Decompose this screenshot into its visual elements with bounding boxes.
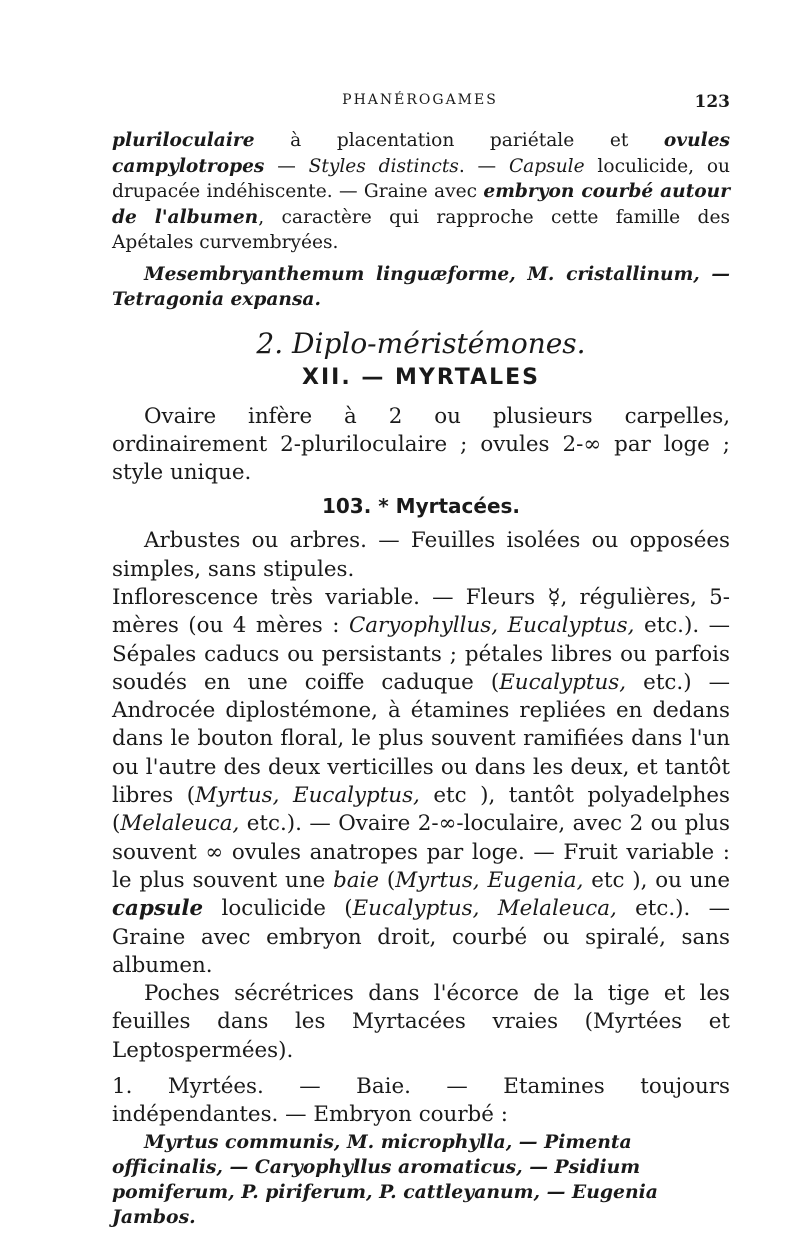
- text-span: Caryophyllus, Eucalyptus,: [348, 613, 635, 639]
- text-span: etc.). — Sépales caducs ou persistants ; pétales libres ou parfois soudés en une coiffe caduque (: [112, 613, 731, 695]
- text-span: (: [379, 867, 396, 893]
- text-span: etc.). — Graine avec embryon droit, courbé ou spiralé, sans albumen.: [112, 896, 731, 978]
- species-list-mesembryanthemum: Mesembryanthemum linguæforme, M. cristallinum, — Tetragonia expansa.: [112, 263, 730, 310]
- text-span: etc.). — Ovaire 2-∞-loculaire, avec 2 ou plus souvent ∞ ovules anatropes par loge. — Fruit variable : le plus souvent une: [112, 811, 730, 893]
- text-span: etc ), tantôt polyadelphes (: [112, 783, 730, 837]
- text-span: Styles distincts: [308, 155, 459, 177]
- running-title: PHANÉROGAMES: [342, 92, 498, 108]
- text-span: Capsule: [508, 155, 585, 177]
- page-number: 123: [694, 92, 730, 112]
- text-span: etc ), ou une: [583, 867, 730, 893]
- family-title: 103. * Myrtacées.: [321, 494, 521, 519]
- text-span: à placentation pariétale et: [254, 130, 664, 151]
- paragraph-myrtees: 1. Myrtées. — Baie. — Etamines toujours indépendantes. — Embryon courbé :: [112, 1074, 730, 1128]
- text-span: embryon courbé autour de l'albumen: [112, 181, 730, 228]
- text-span: . —: [458, 155, 509, 177]
- body-text: [112, 128, 730, 1230]
- text-span: , caractère qui rapproche cette famille des Apétales curvembryées.: [112, 206, 730, 253]
- text-span: capsule: [112, 896, 204, 922]
- paragraph-family-description-end: [112, 128, 730, 256]
- text-span: pluriloculaire: [112, 130, 255, 151]
- paragraph-habit: Arbustes ou arbres. — Feuilles isolées ou opposées simples, sans stipules.: [112, 528, 730, 582]
- text-span: —: [264, 155, 309, 177]
- text-span: etc.) — Androcée diplostémone, à étamines repliées en dedans dans le bouton floral, le plus souvent ramifiées dans l'un ou l'autre des deux verticilles ou dans les deux, et tantôt libres (: [112, 669, 730, 809]
- running-header: [110, 92, 730, 116]
- text-span: Eucalyptus,: [499, 669, 627, 695]
- paragraph-flowers: [112, 584, 730, 980]
- paragraph-secretory-pockets: Poches sécrétrices dans l'écorce de la tige et les feuilles dans les Myrtacées vraies (Myrtées et Leptospermées).: [112, 981, 730, 1063]
- text-span: Eucalyptus, Melaleuca,: [352, 896, 617, 922]
- paragraph-order-description: Ovaire infère à 2 ou plusieurs carpelles, ordinairement 2-pluriloculaire ; ovules 2-∞ par loge ; style unique.: [112, 403, 730, 486]
- text-span: loculicide, ou drupacée indéhiscente. — Graine avec: [112, 155, 730, 202]
- order-title: XII. — MYRTALES: [301, 364, 540, 390]
- section-title: 2. Diplo-méristémones.: [256, 326, 586, 360]
- text-span: Inflorescence très variable. — Fleurs ☿, régulières, 5-mères (ou 4 mères :: [112, 584, 730, 639]
- text-span: loculicide (: [203, 896, 353, 922]
- text-span: Myrtus, Eugenia,: [395, 867, 584, 893]
- text-span: ovules campylotropes: [112, 130, 730, 177]
- species-list-myrtees: Myrtus communis, M. microphylla, — Pimenta officinalis, — Caryophyllus aromaticus, — Psidium pomiferum, P. piriferum, P. cattleyanum, — Eugenia Jambos.: [112, 1130, 658, 1228]
- text-span: Myrtus, Eucalyptus,: [195, 783, 420, 809]
- text-span: baie: [333, 867, 380, 893]
- text-span: Melaleuca,: [120, 811, 240, 837]
